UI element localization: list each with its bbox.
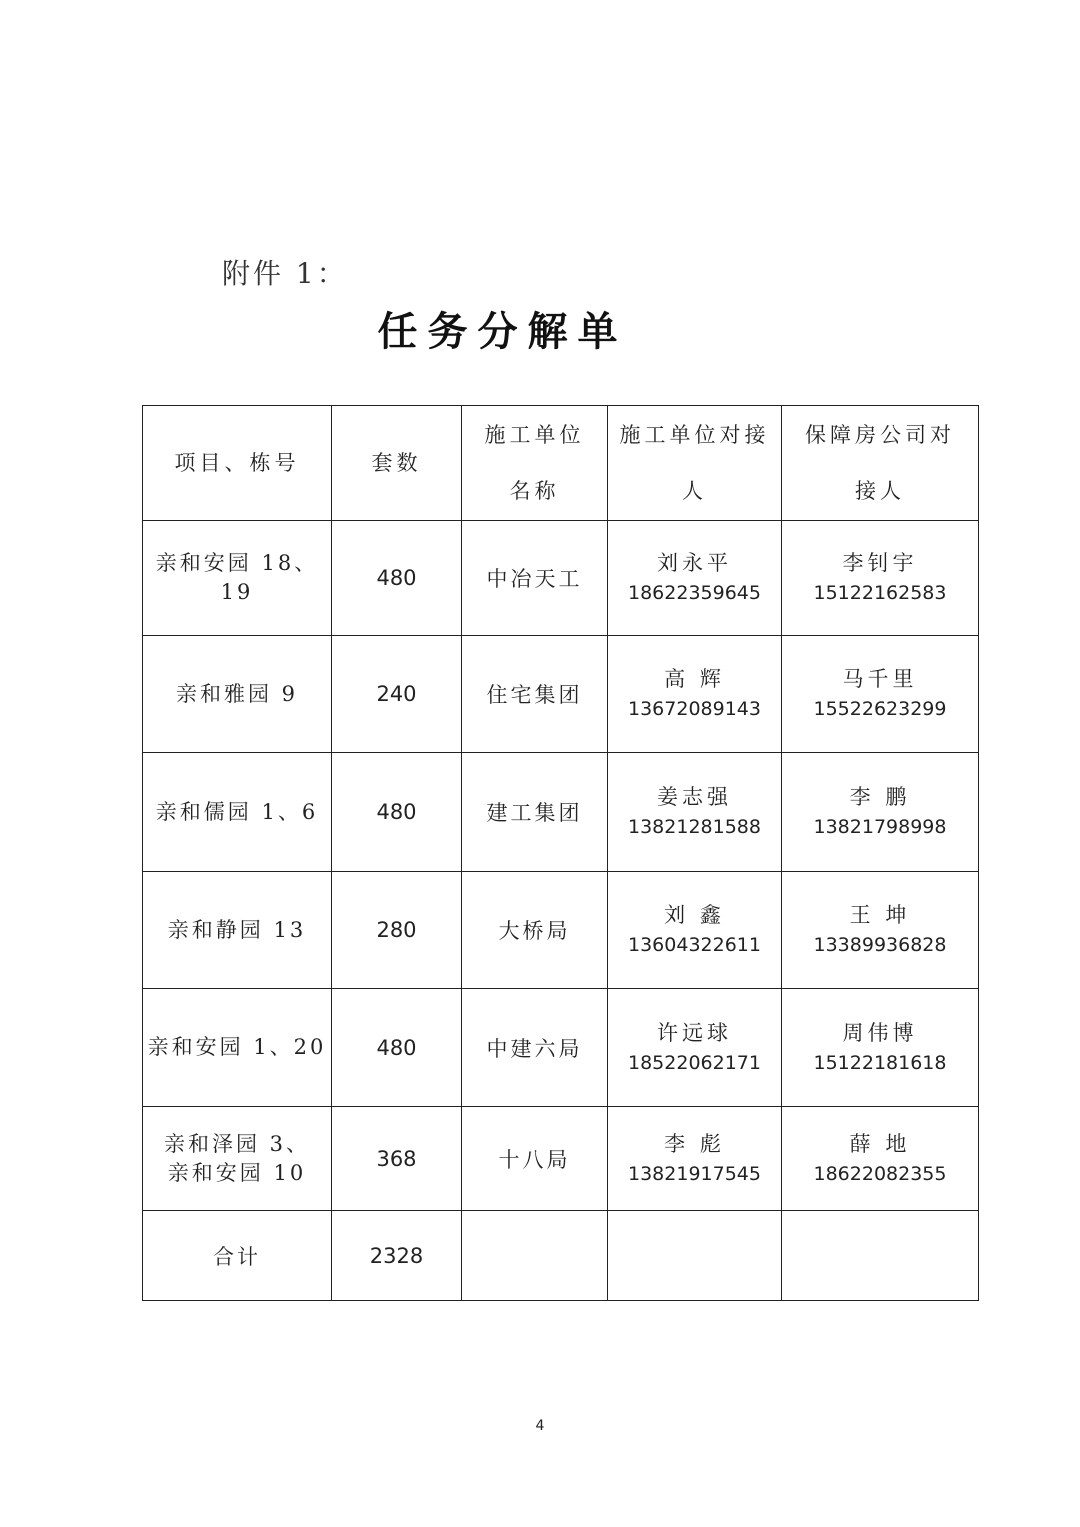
company-contact-cell [782, 521, 979, 636]
project-cell [143, 989, 332, 1107]
header-contractor [462, 406, 608, 521]
units-cell: 480 [332, 521, 462, 636]
table-row [143, 753, 979, 872]
contractor-cell: 中建六局 [462, 989, 608, 1107]
contractor-contact-phone: 13821281588 [628, 816, 761, 838]
total-units: 2328 [332, 1211, 462, 1301]
header-contractor-line2: 名称 [509, 479, 560, 503]
project-name: 亲和雅园 9 [175, 681, 299, 706]
total-label: 合计 [143, 1211, 332, 1301]
contractor-contact-cell [608, 1107, 782, 1211]
company-contact-name: 王 坤 [849, 903, 911, 927]
contractor-contact-cell [608, 872, 782, 989]
project-cell [143, 1107, 332, 1211]
project-name-line2: 亲和安园 10 [167, 1160, 307, 1185]
contractor-contact-phone: 18522062171 [628, 1051, 761, 1074]
company-contact-name: 周伟博 [842, 1020, 918, 1045]
header-company-contact-line2: 接人 [855, 479, 905, 503]
attachment-label: 附件 1： [222, 257, 348, 290]
document-title: 任务分解单 [377, 308, 628, 355]
table-row [143, 636, 979, 753]
project-name: 亲和安园 1、20 [147, 1035, 327, 1059]
page-number: 4 [535, 1418, 545, 1434]
contractor-contact-name: 高 辉 [664, 667, 725, 691]
contractor-cell: 建工集团 [462, 753, 608, 872]
project-name-line1: 亲和泽园 3、 [163, 1131, 311, 1156]
contractor-contact-cell [608, 521, 782, 636]
contractor-contact-phone: 13672089143 [628, 698, 761, 720]
project-name: 亲和安园 18、19 [155, 551, 319, 604]
total-row [143, 1211, 979, 1301]
header-units-label: 套数 [371, 451, 422, 475]
header-contractor-line1: 施工单位 [484, 423, 585, 447]
contractor-cell: 大桥局 [462, 872, 608, 989]
company-contact-cell [782, 1107, 979, 1211]
project-cell [143, 753, 332, 872]
empty-cell [462, 1211, 608, 1301]
contractor-contact-phone: 13604322611 [628, 934, 761, 956]
company-contact-phone: 13389936828 [813, 934, 947, 956]
company-contact-name: 马千里 [842, 667, 918, 691]
company-contact-cell [782, 989, 979, 1107]
units-cell: 480 [332, 753, 462, 872]
units-cell: 280 [332, 872, 462, 989]
contractor-contact-cell [608, 989, 782, 1107]
contractor-contact-name: 姜志强 [657, 785, 732, 809]
contractor-contact-name: 李 彪 [664, 1131, 725, 1156]
project-cell [143, 872, 332, 989]
company-contact-name: 薛 地 [849, 1131, 911, 1156]
header-contractor-contact-line1: 施工单位对接 [619, 423, 770, 447]
header-company-contact-line1: 保障房公司对 [805, 423, 955, 447]
company-contact-cell [782, 753, 979, 872]
contractor-contact-phone: 13821917545 [628, 1162, 761, 1185]
company-contact-name: 李钊宇 [842, 551, 918, 575]
project-cell [143, 521, 332, 636]
table-header-row [143, 406, 979, 521]
company-contact-phone: 15522623299 [813, 698, 947, 720]
header-project [143, 406, 332, 521]
contractor-cell: 住宅集团 [462, 636, 608, 753]
header-units [332, 406, 462, 521]
contractor-contact-name: 许远球 [657, 1020, 732, 1045]
task-breakdown-table [142, 405, 979, 1301]
header-company-contact [782, 406, 979, 521]
table-row [143, 872, 979, 989]
header-contractor-contact [608, 406, 782, 521]
company-contact-phone: 15122181618 [813, 1051, 947, 1074]
project-name: 亲和静园 13 [167, 917, 307, 942]
empty-cell [608, 1211, 782, 1301]
units-cell: 480 [332, 989, 462, 1107]
company-contact-cell [782, 872, 979, 989]
table-row [143, 989, 979, 1107]
company-contact-name: 李 鹏 [849, 785, 911, 809]
table-row [143, 521, 979, 636]
table-row [143, 1107, 979, 1211]
contractor-contact-phone: 18622359645 [628, 582, 761, 604]
project-cell [143, 636, 332, 753]
company-contact-cell [782, 636, 979, 753]
contractor-contact-cell [608, 636, 782, 753]
project-name: 亲和儒园 1、6 [155, 799, 319, 824]
company-contact-phone: 18622082355 [813, 1162, 947, 1185]
header-contractor-contact-line2: 人 [682, 479, 707, 503]
contractor-contact-name: 刘 鑫 [664, 903, 725, 927]
units-cell: 240 [332, 636, 462, 753]
contractor-cell: 中冶天工 [462, 521, 608, 636]
contractor-cell: 十八局 [462, 1107, 608, 1211]
header-project-label: 项目、栋号 [174, 451, 300, 475]
units-cell: 368 [332, 1107, 462, 1211]
company-contact-phone: 15122162583 [813, 582, 947, 604]
company-contact-phone: 13821798998 [813, 816, 947, 838]
contractor-contact-cell [608, 753, 782, 872]
empty-cell [782, 1211, 979, 1301]
contractor-contact-name: 刘永平 [657, 551, 732, 575]
